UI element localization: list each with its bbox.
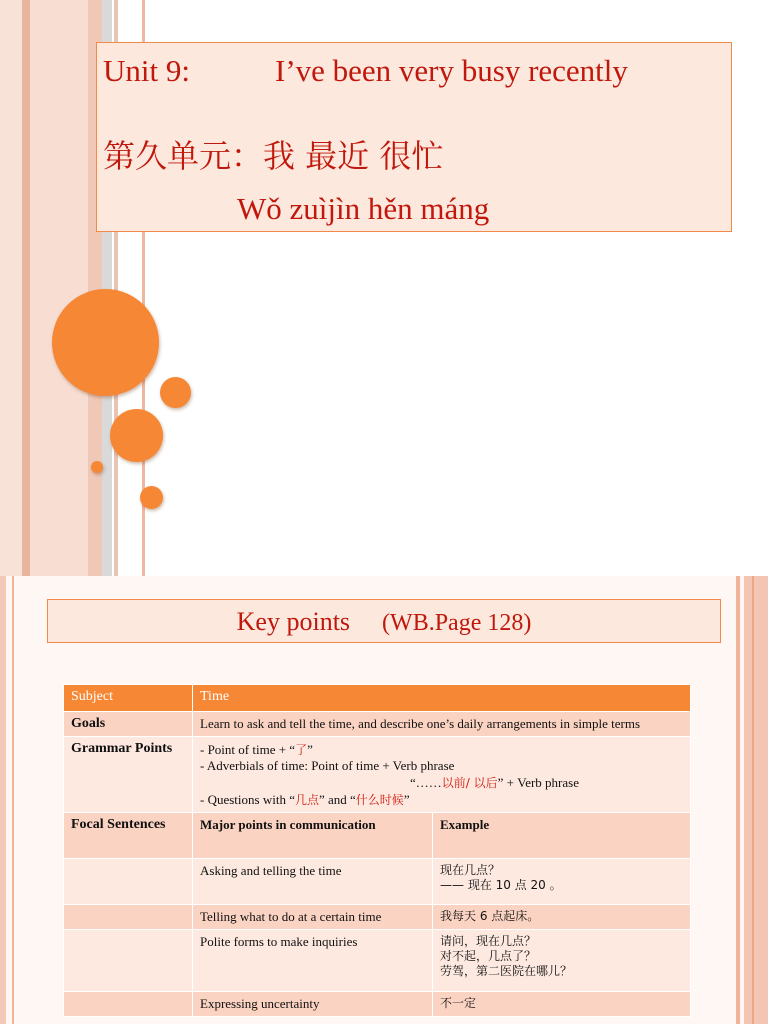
decor-stripe	[0, 576, 6, 1024]
example-sentence: 现在几点？ —— 现在 10 点 20 。	[433, 859, 691, 905]
communication-point: Polite forms to make inquiries	[193, 930, 433, 992]
decor-circle	[110, 409, 163, 462]
grammar-points	[193, 737, 691, 813]
decor-circle	[140, 486, 163, 509]
grammar-text: - Point of time + “	[200, 742, 296, 757]
grammar-text: “……	[410, 775, 442, 790]
table-row	[64, 737, 691, 813]
communication-point: Telling what to do at a certain time	[193, 905, 433, 930]
title-pinyin: Wǒ zuìjìn hěn máng	[237, 191, 490, 226]
communication-point: Asking and telling the time	[193, 859, 433, 905]
table-row	[64, 905, 691, 930]
example-sentence: 我每天 6 点起床。	[433, 905, 691, 930]
focal-col-example: Example	[433, 813, 691, 859]
table-row	[64, 992, 691, 1017]
title-box	[96, 42, 732, 232]
grammar-highlight: 以前/ 以后	[441, 776, 498, 790]
key-points-table	[63, 684, 691, 1017]
table-header-row	[64, 685, 691, 712]
empty-cell	[64, 905, 193, 930]
decor-circle	[160, 377, 191, 408]
grammar-highlight: 了	[295, 743, 308, 757]
key-points-heading: Key points	[236, 607, 351, 636]
title-chinese: 第久单元：我 最近 很忙	[103, 137, 444, 175]
empty-cell	[64, 992, 193, 1017]
header-subject: Subject	[64, 685, 193, 712]
grammar-text: ” and “	[318, 792, 356, 807]
focal-label: Focal Sentences	[64, 813, 193, 859]
goals-label: Goals	[64, 712, 193, 737]
goals-text: Learn to ask and tell the time, and describe one’s daily arrangements in simple terms	[193, 712, 691, 737]
grammar-text: ”	[403, 792, 410, 807]
decor-stripe	[12, 576, 14, 1024]
decor-circle-small	[91, 461, 103, 473]
grammar-label: Grammar Points	[64, 737, 193, 813]
example-sentence: 请问，现在几点？ 对不起，几点了？ 劳驾，第二医院在哪儿？	[433, 930, 691, 992]
key-points-slide	[0, 576, 768, 1024]
grammar-point: - Adverbials of time: Point of time + Verb phrase	[200, 758, 455, 773]
key-points-heading-box	[47, 599, 721, 643]
example-sentence: 不一定	[433, 992, 691, 1017]
communication-point: Expressing uncertainty	[193, 992, 433, 1017]
empty-cell	[64, 930, 193, 992]
decor-stripe	[0, 0, 22, 576]
grammar-point	[200, 741, 683, 758]
grammar-highlight: 什么时候	[355, 793, 404, 807]
decor-circle-large	[52, 289, 159, 396]
header-time: Time	[193, 685, 691, 712]
table-row	[64, 930, 691, 992]
decor-stripe	[744, 576, 768, 1024]
unit-label: Unit 9:	[103, 53, 190, 88]
decor-stripe	[30, 0, 88, 576]
table-row	[64, 712, 691, 737]
table-row	[64, 813, 691, 859]
title-english: I’ve been very busy recently	[275, 53, 628, 88]
grammar-point	[200, 791, 683, 808]
workbook-reference: (WB.Page 128)	[382, 610, 532, 636]
decor-stripe	[22, 0, 30, 576]
empty-cell	[64, 859, 193, 905]
grammar-highlight: 几点	[294, 793, 319, 807]
grammar-text: ” + Verb phrase	[497, 775, 579, 790]
grammar-text: ”	[307, 742, 313, 757]
decor-stripe	[736, 576, 740, 1024]
focal-col-points: Major points in communication	[193, 813, 433, 859]
decor-stripe	[752, 576, 754, 1024]
grammar-text: - Questions with “	[200, 792, 295, 807]
table-row	[64, 859, 691, 905]
grammar-point	[200, 774, 683, 791]
